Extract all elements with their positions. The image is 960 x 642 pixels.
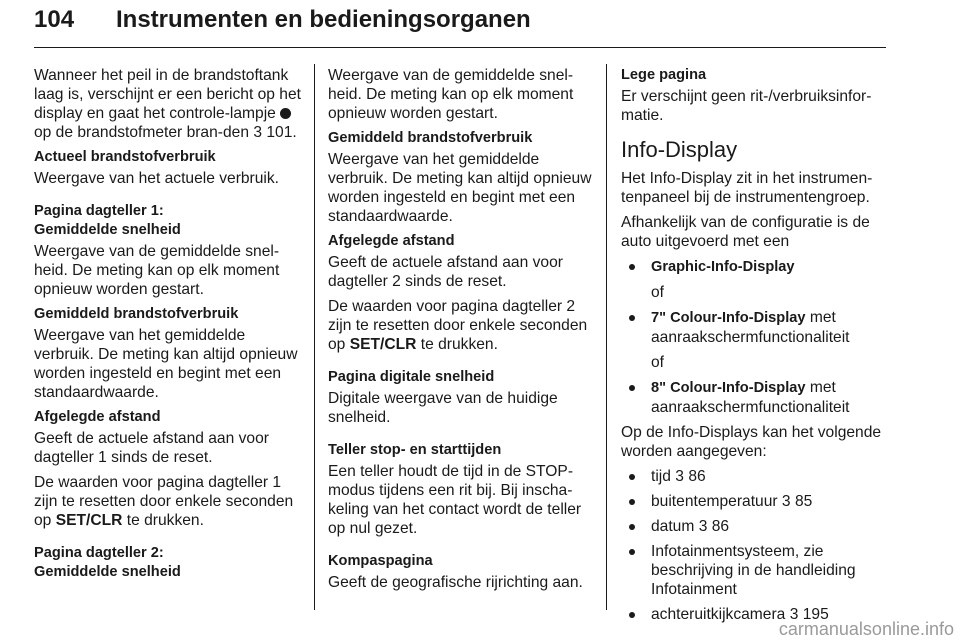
display-type-name: 8" Colour-Info-Display xyxy=(651,380,806,396)
page-ref-icon: 3 xyxy=(698,518,708,535)
page-ref-icon: 3 xyxy=(781,493,791,510)
column-divider-2 xyxy=(606,64,607,610)
display-type-list xyxy=(621,257,889,277)
bullet-icon xyxy=(629,524,635,530)
info-item-text: Infotainmentsysteem, zie beschrijving in de handleiding Infotainment xyxy=(651,543,856,598)
page-ref-icon: 3 xyxy=(253,124,263,141)
or-text: of xyxy=(651,284,665,301)
display-type-name: 7" Colour-Info-Display xyxy=(651,310,806,326)
paragraph-kompas: Geeft de geografische rijrichting aan. xyxy=(328,574,583,591)
or-text: of xyxy=(651,354,665,371)
display-type-list-3 xyxy=(621,378,889,417)
reset-1-text-end: te drukken. xyxy=(126,512,204,529)
section-heading-info-display: Info-Display xyxy=(621,137,738,162)
page-number: 104 xyxy=(34,6,75,33)
list-item xyxy=(621,378,889,417)
set-clr-label-1: SET/CLR xyxy=(55,512,123,529)
bullet-icon xyxy=(629,549,635,555)
subheading-verbruik-1: Gemiddeld brandstofverbruik xyxy=(34,306,239,322)
page-ref-link[interactable]: 85 xyxy=(794,493,813,510)
page-ref-icon: 3 xyxy=(675,468,684,485)
page-ref-icon: 3 xyxy=(789,606,799,623)
list-item xyxy=(621,542,889,599)
subheading-verbruik-2: Gemiddeld brandstofverbruik xyxy=(328,130,533,146)
fuel-warning-paragraph xyxy=(34,66,302,142)
paragraph-verbruik-2: Weergave van het gemiddelde verbruik. De meting kan altijd opnieuw worden ingesteld en begint met een standaardwaarde. xyxy=(328,151,592,225)
fuel-warning-text-2: op de brandstofmeter bran-den xyxy=(34,124,249,141)
info-item-text: buitentemperatuur xyxy=(651,493,778,510)
page-header xyxy=(34,6,886,46)
bullet-icon xyxy=(629,315,635,321)
reset-1-text: De waarden voor pagina dagteller 1 zijn te resetten door enkele seconden op xyxy=(34,474,294,529)
info-items-list xyxy=(621,467,889,624)
page-ref-link[interactable]: 86 xyxy=(711,518,730,535)
bullet-icon xyxy=(629,264,635,270)
watermark: carmanualsonline.info xyxy=(778,619,954,639)
list-item xyxy=(621,492,889,511)
subheading-actueel: Actueel brandstofverbruik xyxy=(34,149,216,165)
list-item xyxy=(621,517,889,536)
set-clr-label-2: SET/CLR xyxy=(349,336,417,353)
reset-2-text: De waarden voor pagina dagteller 2 zijn te resetten door enkele seconden op xyxy=(328,298,588,353)
column-divider-1 xyxy=(314,64,315,610)
fuel-warning-lamp-icon xyxy=(280,108,291,119)
paragraph-afstand-1: Geeft de actuele afstand aan voor dagteller 1 sinds de reset. xyxy=(34,430,269,466)
page-ref-link[interactable]: 195 xyxy=(802,606,829,623)
page-ref-link[interactable]: 101. xyxy=(266,124,297,141)
list-item xyxy=(621,308,889,347)
paragraph-afstand-2: Geeft de actuele afstand aan voor dagteller 2 sinds de reset. xyxy=(328,254,563,290)
info-item-text: datum xyxy=(651,518,695,535)
display-type-suffix: met aanraakschermfunctionaliteit xyxy=(651,379,850,416)
subheading-pagina-2-line1: Pagina dagteller 2: xyxy=(34,545,164,561)
paragraph-teller: Een teller houdt de tijd in de STOP-modus tijdens een rit bij. Bij inscha-keling van het contact wordt de teller op nul gezet. xyxy=(328,463,582,537)
paragraph-verbruik-1: Weergave van het gemiddelde verbruik. De meting kan altijd opnieuw worden ingesteld en begint met een standaardwaarde. xyxy=(34,327,298,401)
column-3 xyxy=(621,66,889,630)
paragraph-reset-2 xyxy=(328,297,594,354)
subheading-teller: Teller stop- en starttijden xyxy=(328,442,502,458)
display-type-list-2 xyxy=(621,308,889,347)
column-1 xyxy=(34,66,302,584)
bullet-icon xyxy=(629,499,635,505)
column-2 xyxy=(328,66,594,598)
paragraph-snelheid-1: Weergave van de gemiddelde snel-heid. De meting kan op elk moment opnieuw worden gestart. xyxy=(34,243,280,298)
bullet-icon xyxy=(629,612,635,618)
subheading-digitaal: Pagina digitale snelheid xyxy=(328,369,495,385)
list-item xyxy=(621,467,889,486)
subheading-pagina-1-line2: Gemiddelde snelheid xyxy=(34,222,181,238)
subheading-pagina-2-line2: Gemiddelde snelheid xyxy=(34,564,181,580)
subheading-pagina-1 xyxy=(34,202,302,240)
display-type-suffix: met aanraakschermfunctionaliteit xyxy=(651,309,850,346)
paragraph-lege-pagina: Er verschijnt geen rit-/verbruiksinfor-matie. xyxy=(621,88,872,124)
header-divider xyxy=(34,47,886,48)
paragraph-info-3: Op de Info-Displays kan het volgende worden aangegeven: xyxy=(621,424,882,460)
display-type-name: Graphic-Info-Display xyxy=(651,259,795,275)
subheading-afstand-1: Afgelegde afstand xyxy=(34,409,161,425)
page-title: Instrumenten en bedieningsorganen xyxy=(116,6,531,33)
paragraph-info-2: Afhankelijk van de configuratie is de auto uitgevoerd met een xyxy=(621,214,870,250)
reset-2-text-end: te drukken. xyxy=(420,336,498,353)
subheading-lege-pagina: Lege pagina xyxy=(621,67,707,83)
bullet-icon xyxy=(629,474,635,480)
paragraph-info-1: Het Info-Display zit in het instrumen-tenpaneel bij de instrumentengroep. xyxy=(621,170,873,206)
subheading-pagina-1-line1: Pagina dagteller 1: xyxy=(34,203,164,219)
paragraph-snelheid-2: Weergave van de gemiddelde snel-heid. De meting kan op elk moment opnieuw worden gestart. xyxy=(328,67,574,122)
bullet-icon xyxy=(629,385,635,391)
info-item-text: tijd xyxy=(651,468,671,485)
paragraph-digitaal: Digitale weergave van de huidige snelheid. xyxy=(328,390,558,426)
subheading-pagina-2 xyxy=(34,544,302,582)
subheading-kompas: Kompaspagina xyxy=(328,553,433,569)
paragraph-reset-1 xyxy=(34,473,302,530)
paragraph-actueel: Weergave van het actuele verbruik. xyxy=(34,170,280,187)
subheading-afstand-2: Afgelegde afstand xyxy=(328,233,455,249)
fuel-warning-text: Wanneer het peil in de brandstoftank laag is, verschijnt er een bericht op het display en gaat het controle-lampje xyxy=(34,67,301,122)
list-item xyxy=(621,257,889,277)
page-ref-link[interactable]: 86 xyxy=(688,468,706,485)
info-item-text: achteruitkijkcamera xyxy=(651,606,786,623)
